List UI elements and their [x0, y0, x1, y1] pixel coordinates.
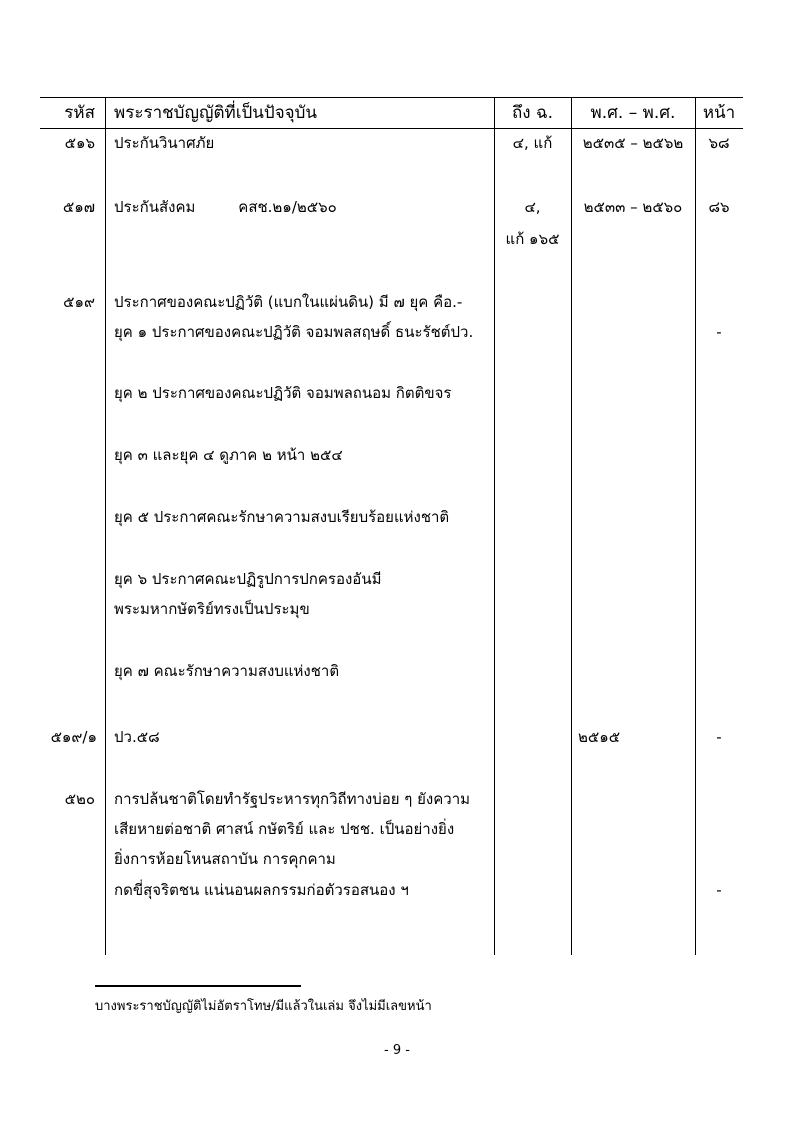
table-top-rule: [40, 97, 743, 98]
row-code: ๕๑๖: [64, 134, 95, 152]
column-divider: [571, 97, 572, 955]
row-code: ๕๒๐: [64, 790, 95, 808]
header-years: พ.ศ. – พ.ศ.: [590, 103, 676, 123]
row-years: ๒๕๑๕: [578, 728, 621, 746]
footnote-separator: [95, 985, 301, 987]
row-to-edition-2: แก้ ๑๖๕: [505, 230, 560, 248]
row-page: -: [716, 881, 722, 899]
row-act: ปว.๕๘: [114, 728, 160, 746]
row-years: ๒๕๓๓ – ๒๕๖๐: [583, 198, 683, 216]
page-number: - 9 -: [384, 1043, 410, 1058]
row-act: ประกันวินาศภัย: [114, 134, 215, 152]
row-act-line: พระมหากษัตริย์ทรงเป็นประมุข: [114, 600, 310, 618]
header-page: หน้า: [702, 103, 736, 123]
row-page: ๘๖: [708, 198, 730, 216]
header-code: รหัส: [64, 103, 95, 123]
table-header-rule: [40, 128, 743, 129]
column-divider: [695, 97, 696, 955]
header-act: พระราชบัญญัติที่เป็นปัจจุบัน: [114, 103, 318, 123]
row-page: ๖๘: [708, 134, 730, 152]
column-divider: [494, 97, 495, 955]
row-act-line: ยิ่งการห้อยโหนสถาบัน การคุกคาม: [114, 850, 336, 868]
row-act-line: ยุค ๗ คณะรักษาความสงบแห่งชาติ: [114, 662, 340, 680]
header-to-edition: ถึง ฉ.: [512, 103, 553, 123]
row-act: ประกันสังคม คสช.๒๑/๒๕๖๐: [114, 198, 337, 216]
row-code: ๕๑๗: [62, 198, 95, 216]
row-years: ๒๕๓๕ – ๒๕๖๒: [582, 134, 684, 152]
row-code: ๕๑๙/๑: [50, 728, 97, 746]
row-to-edition: ๔, แก้: [512, 134, 553, 152]
row-act-line: ประกาศของคณะปฏิวัติ (แบกในแผ่นดิน) มี ๗ ยุค คือ.-: [114, 293, 463, 311]
footnote-text: บางพระราชบัญญัติไม่อัตราโทษ/มีแล้วในเล่ม จึงไม่มีเลขหน้า: [95, 999, 432, 1014]
row-page: -: [716, 323, 722, 341]
row-to-edition: ๔,: [524, 198, 541, 216]
row-page: -: [716, 728, 722, 746]
row-code: ๕๑๙: [63, 293, 95, 311]
row-act-line: กดขี่สุจริตชน แน่นอนผลกรรมก่อตัวรอสนอง ฯ: [114, 881, 409, 899]
row-act-line: การปล้นชาติโดยทำรัฐประหารทุกวิถีทางบ่อย ๆ ยังความ: [114, 790, 471, 808]
row-act-line: ยุค ๖ ประกาศคณะปฏิรูปการปกครองอันมี: [114, 570, 382, 588]
row-act-line: เสียหายต่อชาติ ศาสน์ กษัตริย์ และ ปชช. เป็นอย่างยิ่ง: [114, 820, 455, 838]
row-act-line: ยุค ๕ ประกาศคณะรักษาความสงบเรียบร้อยแห่งชาติ: [114, 508, 450, 526]
column-divider: [105, 97, 106, 955]
row-act-line: ยุค ๑ ประกาศของคณะปฏิวัติ จอมพลสฤษดิ์ ธนะรัชต์ปว.: [114, 323, 474, 341]
row-act-line: ยุค ๒ ประกาศของคณะปฏิวัติ จอมพลถนอม กิตติขจร: [114, 384, 452, 402]
row-act-line: ยุค ๓ และยุค ๔ ดูภาค ๒ หน้า ๒๕๔: [114, 446, 343, 464]
